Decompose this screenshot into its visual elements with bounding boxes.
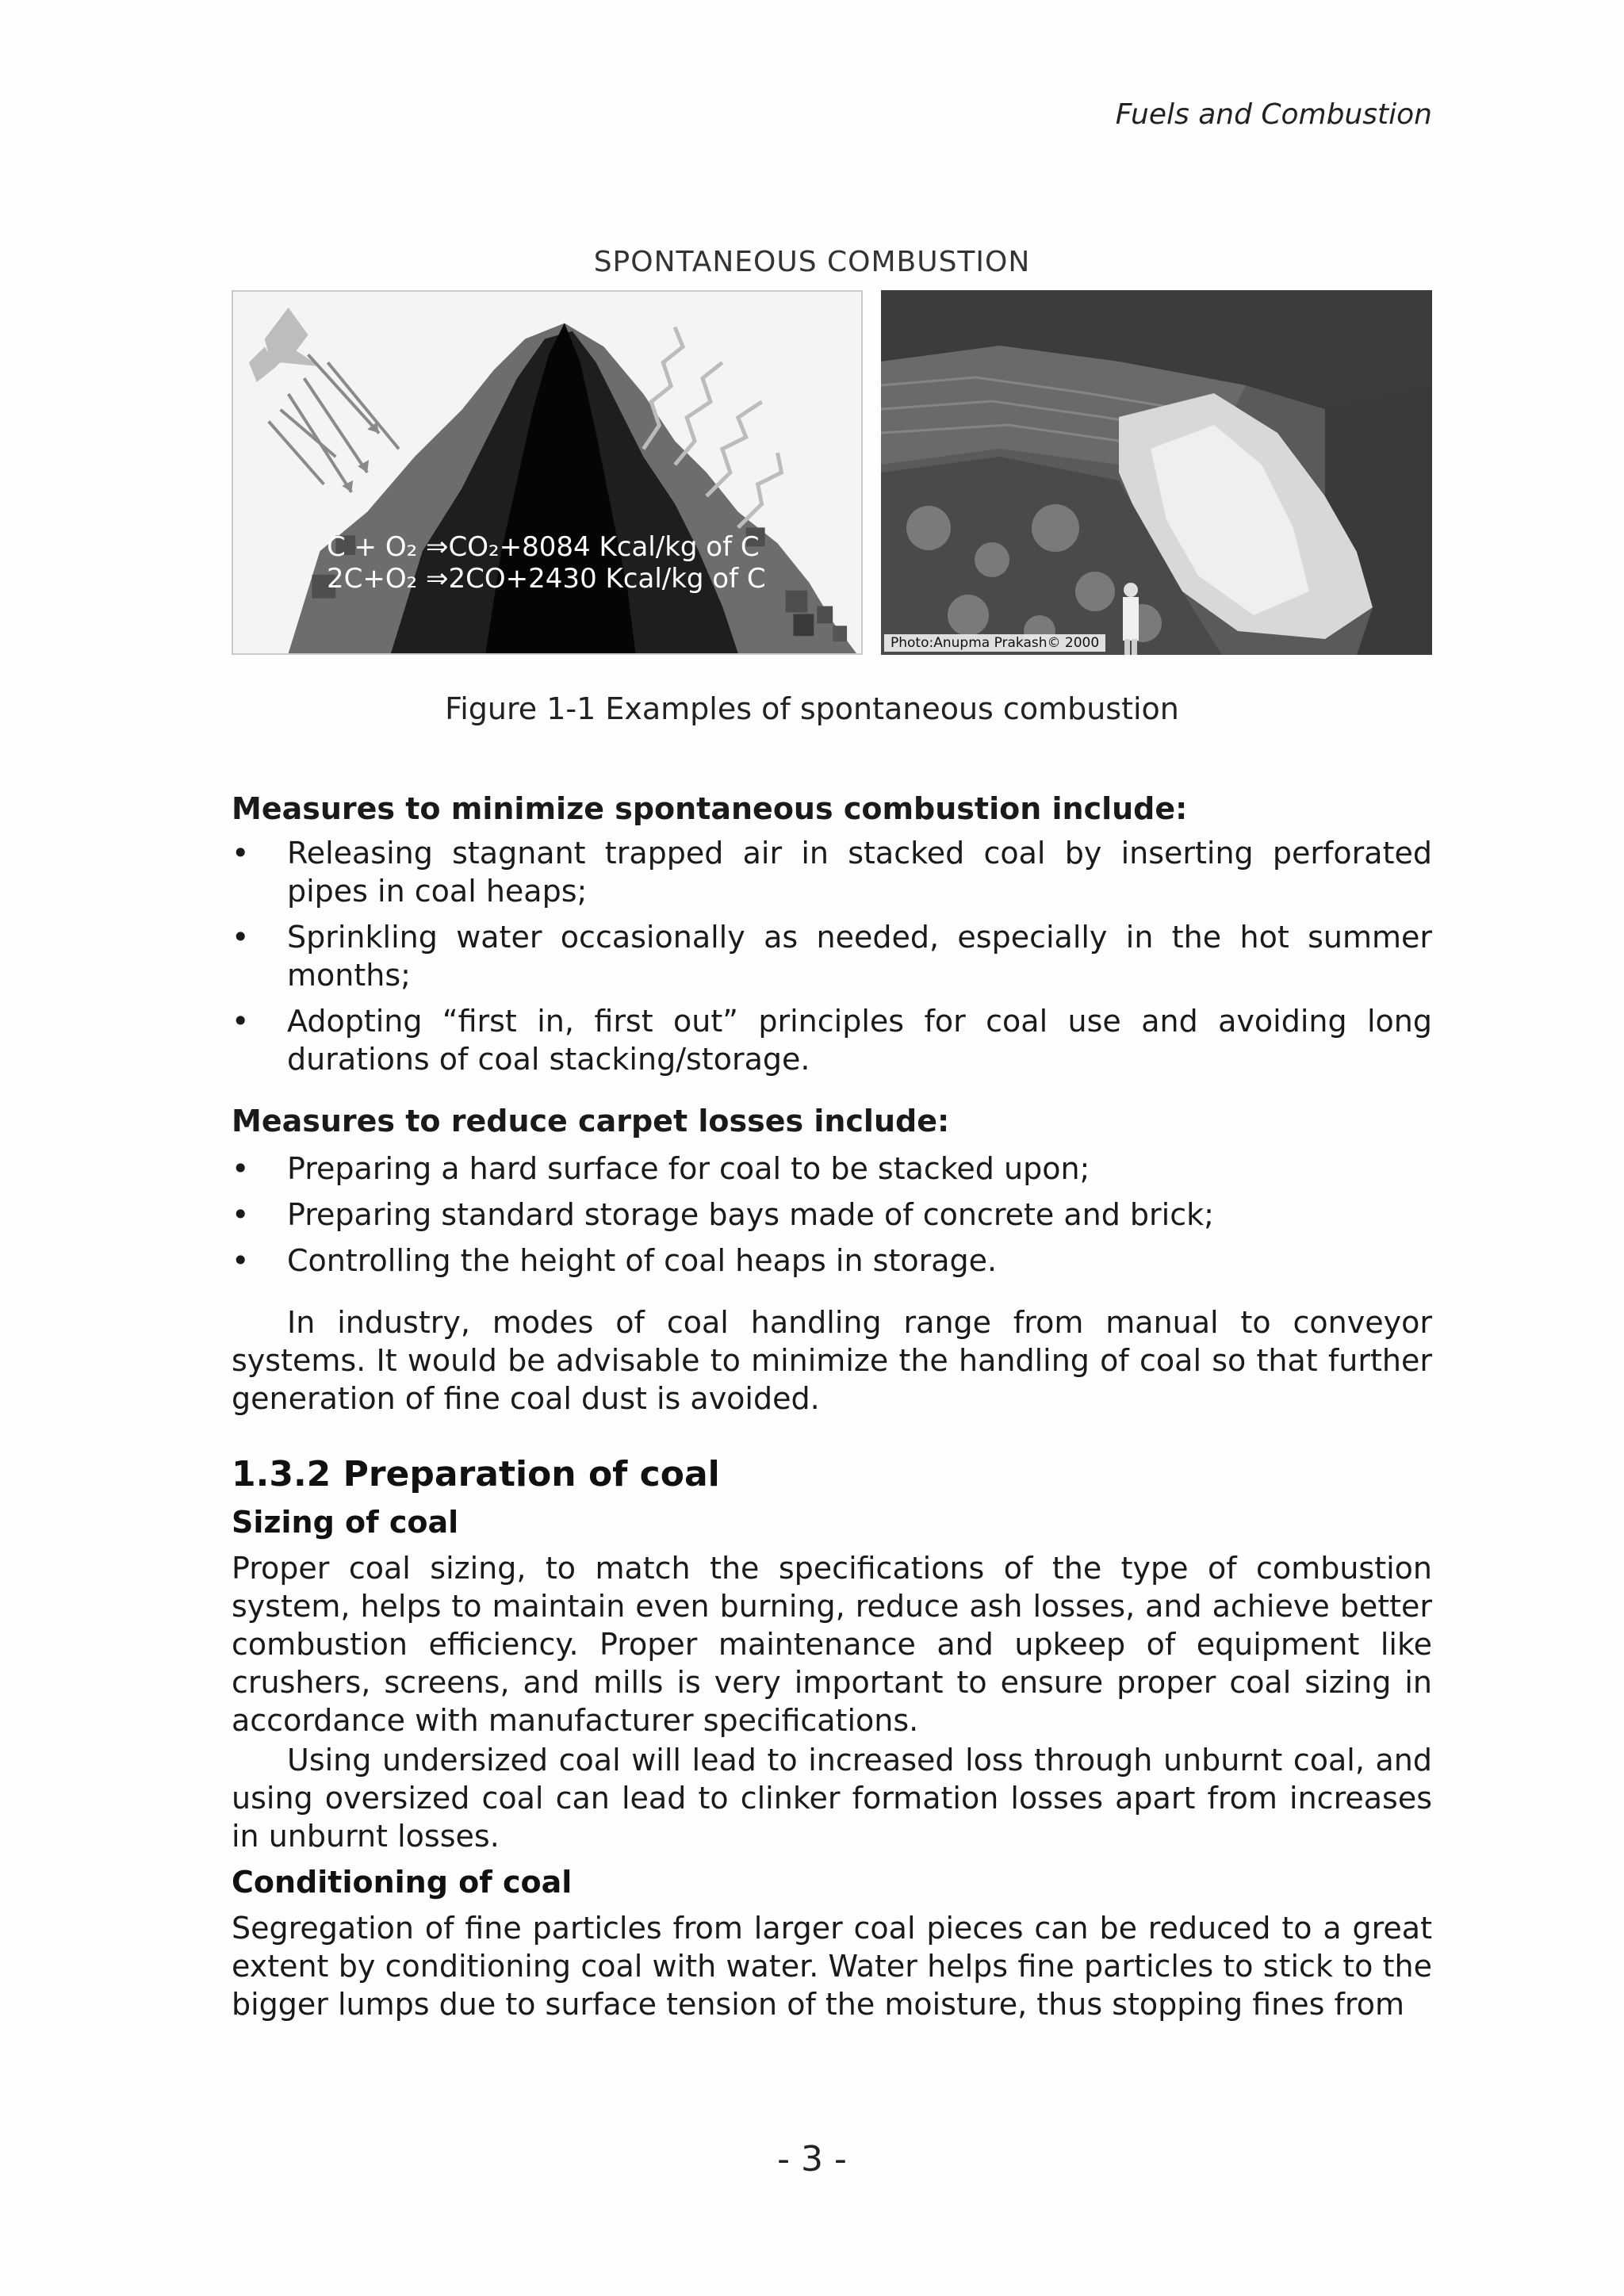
bullet-icon: • <box>232 1197 250 1232</box>
carpet-measures-heading: Measures to reduce carpet losses include: <box>232 1104 950 1138</box>
sizing-heading: Sizing of coal <box>232 1505 459 1540</box>
list-item: • Sprinkling water occasionally as needed, especially in the hot summer months; <box>232 920 1432 993</box>
figure-title: SPONTANEOUS COMBUSTION <box>593 246 1031 278</box>
list-item: • Preparing standard storage bays made of concrete and brick; <box>232 1197 1214 1232</box>
conditioning-paragraph: Segregation of fine particles from larger coal pieces can be reduced to a great extent by conditioning coal with water. Water helps fine particles to stick to the bigger lumps due to surface tension of the moisture, thus stopping fines from <box>232 1911 1432 2022</box>
sizing-paragraph-1: Proper coal sizing, to match the specifications of the type of combustion system, helps to maintain even burning, reduce ash losses, and achieve better combustion efficiency. Proper maintenance and upkeep of equipment like crushers, screens, and mills is very important to ensure proper coal sizing in accordance with manufacturer specifications. <box>232 1551 1432 1738</box>
running-header: Fuels and Combustion <box>1115 98 1432 131</box>
bullet-icon: • <box>232 1004 250 1039</box>
bullet-icon: • <box>232 1151 250 1186</box>
coal-heap-drawing <box>233 292 861 653</box>
bullet-icon: • <box>232 836 250 871</box>
page-number: - 3 - <box>777 2139 847 2179</box>
spontaneous-combustion-photo <box>881 290 1432 655</box>
bullet-icon: • <box>232 920 250 955</box>
list-item: • Controlling the height of coal heaps in storage. <box>232 1243 998 1278</box>
combustion-equations <box>327 531 766 595</box>
bullet-icon: • <box>232 1243 250 1278</box>
spontaneous-measures-list <box>232 834 1432 1078</box>
conditioning-heading: Conditioning of coal <box>232 1865 573 1900</box>
coal-heap-illustration <box>232 290 863 655</box>
equation-1: C + O₂ ⇒CO₂+8084 Kcal/kg of C <box>327 531 760 563</box>
photo-credit: Photo:Anupma Prakash© 2000 <box>884 634 1105 652</box>
section-title: 1.3.2 Preparation of coal <box>232 1454 720 1494</box>
figure-caption: Figure 1-1 Examples of spontaneous combustion <box>445 691 1179 726</box>
list-item: • Releasing stagnant trapped air in stacked coal by inserting perforated pipes in coal heaps; <box>232 836 1432 909</box>
equation-2: 2C+O₂ ⇒2CO+2430 Kcal/kg of C <box>327 563 766 595</box>
rock-face-drawing <box>881 290 1432 655</box>
list-item: • Preparing a hard surface for coal to be stacked upon; <box>232 1151 1090 1186</box>
spontaneous-measures-heading: Measures to minimize spontaneous combustion include: <box>232 791 1188 826</box>
list-item: • Adopting “first in, first out” principles for coal use and avoiding long durations of coal stacking/storage. <box>232 1004 1432 1077</box>
carpet-measures-list <box>232 1150 1432 1280</box>
sizing-paragraph-2: Using undersized coal will lead to increased loss through unburnt coal, and using oversized coal can lead to clinker formation losses apart from increases in unburnt losses. <box>232 1743 1432 1854</box>
handling-paragraph: In industry, modes of coal handling range from manual to conveyor systems. It would be advisable to minimize the handling of coal so that further generation of fine coal dust is avoided. <box>232 1305 1432 1416</box>
